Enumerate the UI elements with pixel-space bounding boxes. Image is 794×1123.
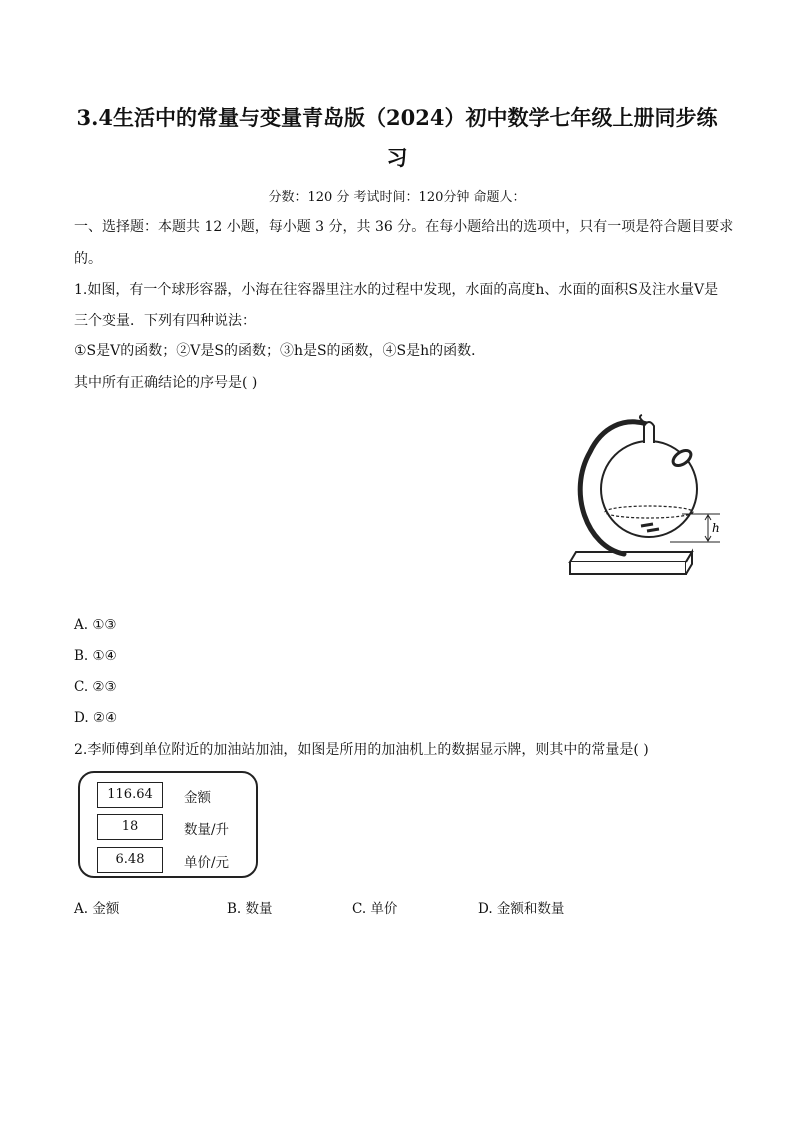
q2-option-d[interactable]: D. 金额和数量: [478, 901, 565, 917]
unit-price-value: 6.48: [97, 847, 163, 873]
q1-stem-line2: 三个变量．下列有四种说法：: [74, 313, 256, 329]
q2-option-b[interactable]: B. 数量: [227, 901, 273, 917]
q1-option-d[interactable]: D. ②④: [74, 710, 118, 726]
section-heading-continued: 的。: [74, 251, 102, 267]
quantity-value: 18: [97, 814, 163, 840]
height-label: h: [712, 521, 720, 535]
quantity-label: 数量/升: [184, 822, 230, 838]
q1-option-b[interactable]: B. ①④: [74, 648, 117, 664]
q2-stem: 2.李师傅到单位附近的加油站加油，如图是所用的加油机上的数据显示牌，则其中的常量是( ): [74, 742, 649, 758]
q1-statements: ①S是V的函数；②V是S的函数；③h是S的函数，④S是h的函数．: [74, 343, 486, 359]
amount-label: 金额: [184, 790, 211, 806]
page-title: 3.4生活中的常量与变量青岛版（2024）初中数学七年级上册同步练: [76, 105, 718, 130]
amount-value: 116.64: [97, 782, 163, 808]
q2-option-a[interactable]: A. 金额: [74, 901, 120, 917]
spherical-flask-figure: [562, 412, 732, 580]
page-title-continued: 习: [386, 145, 408, 170]
fuel-pump-display: [78, 771, 258, 878]
exam-meta: 分数：120 分 考试时间：120分钟 命题人：: [268, 190, 526, 205]
q1-option-c[interactable]: C. ②③: [74, 679, 117, 695]
unit-price-label: 单价/元: [184, 855, 230, 871]
q1-stem-line1: 1.如图，有一个球形容器，小海在往容器里注水的过程中发现，水面的高度h、水面的面积S及注水量V是: [74, 282, 719, 298]
section-heading: 一、选择题：本题共 12 小题，每小题 3 分，共 36 分。在每小题给出的选项中，只有一项是符合题目要求: [74, 219, 734, 235]
q2-option-c[interactable]: C. 单价: [352, 901, 398, 917]
q1-question: 其中所有正确结论的序号是( ): [74, 375, 258, 391]
q1-option-a[interactable]: A. ①③: [74, 617, 117, 633]
